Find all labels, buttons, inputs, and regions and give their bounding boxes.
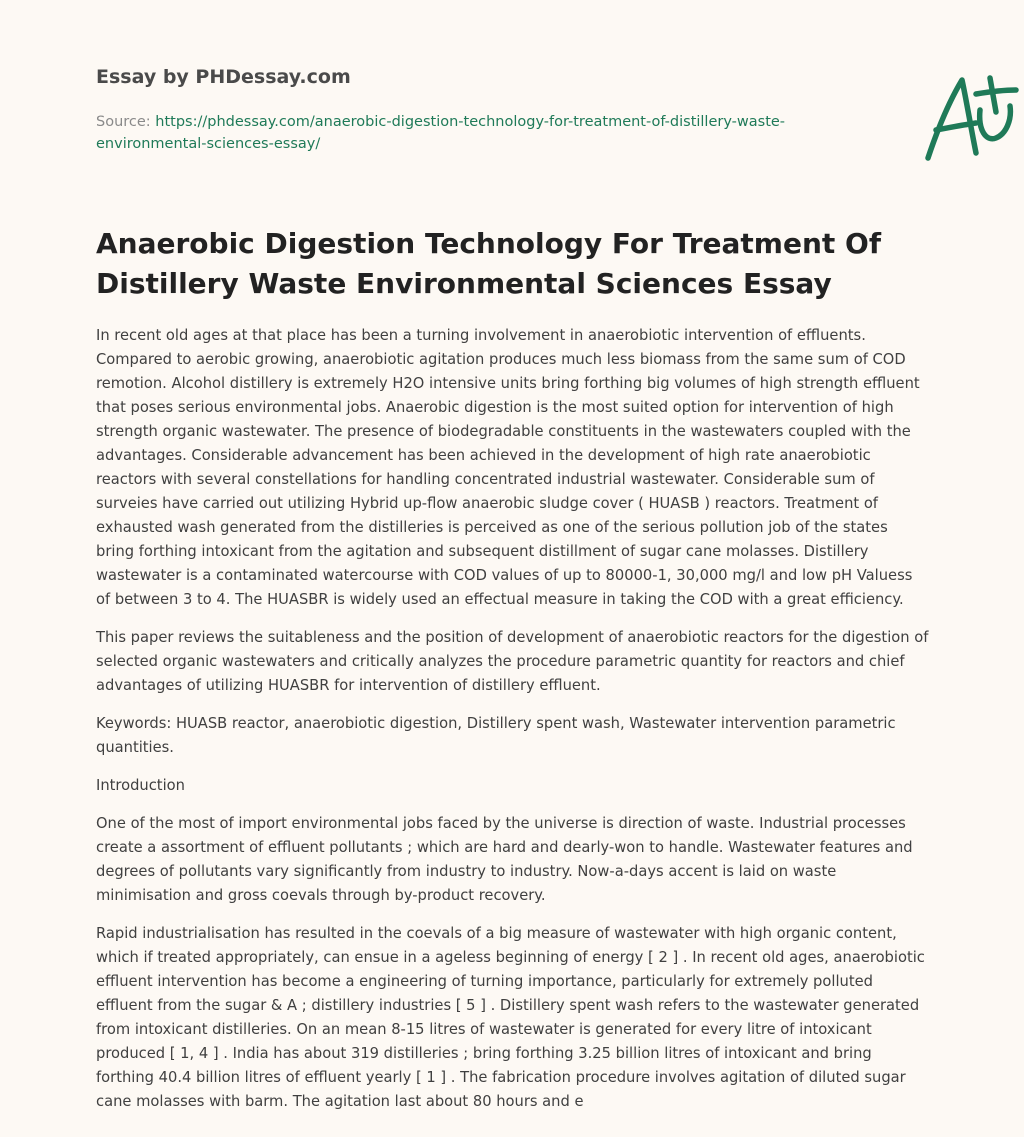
a-plus-logo-icon xyxy=(916,68,1024,168)
section-heading-introduction: Introduction xyxy=(96,777,185,794)
paragraph-abstract: In recent old ages at that place has been a turning involvement in anaerobiotic intervention of effluents. Compared to aerobic growing, anaerobiotic agitation produces much less biomass from the same sum of COD remotion. Alcohol distillery is extremely H2O intensive units bring forthing big volumes of high strength effluent that poses serious environmental jobs. Anaerobic digestion is the most suited option for intervention of high strength organic wastewater. The presence of biodegradable constituents in the wastewaters coupled with the advantages. Considerable advancement has been achieved in the development of high rate anaerobiotic reactors with several constellations for handling concentrated industrial wastewater. Considerable sum of surveies have carried out utilizing Hybrid up-flow anaerobic sludge cover ( HUASB ) reactors. Treatment of exhausted wash generated from the distilleries is perceived as one of the serious pollution job of the states bring forthing intoxicant from the agitation and subsequent distillment of sugar cane molasses. Distillery wastewater is a contaminated watercourse with COD values of up to 80000-1, 30,000 mg/l and low pH Valuess of between 3 to 4. The HUASBR is widely used an effectual measure in taking the COD with a great efficiency. xyxy=(96,327,920,608)
paragraph-keywords: Keywords: HUASB reactor, anaerobiotic digestion, Distillery spent wash, Wastewater intervention parametric quantities. xyxy=(96,715,896,756)
site-title: Essay by PHDessay.com xyxy=(96,66,351,88)
source-link[interactable]: https://phdessay.com/anaerobic-digestion-technology-for-treatment-of-distillery-waste-environmental-sciences-essay/ xyxy=(96,114,786,152)
essay-body xyxy=(96,324,930,1128)
paragraph-intro-1: One of the most of import environmental jobs faced by the universe is direction of waste. Industrial processes create a assortment of effluent pollutants ; which are hard and dearly-won to handle. Wastewater features and degrees of pollutants vary significantly from industry to industry. Now-a-days accent is laid on waste minimisation and gross coevals through by-product recovery. xyxy=(96,815,913,904)
source-line xyxy=(96,111,796,155)
paragraph-scope: This paper reviews the suitableness and the position of development of anaerobiotic reactors for the digestion of selected organic wastewaters and critically analyzes the procedure parametric quantity for reactors and chief advantages of utilizing HUASBR for intervention of distillery effluent. xyxy=(96,629,929,694)
essay-title: Anaerobic Digestion Technology For Treatment Of Distillery Waste Environmental Sciences Essay xyxy=(96,227,882,300)
paragraph-intro-2: Rapid industrialisation has resulted in the coevals of a big measure of wastewater with high organic content, which if treated appropriately, can ensue in a ageless beginning of energy [ 2 ] . In recent old ages, anaerobiotic effluent intervention has become a engineering of turning importance, particularly for extremely polluted effluent from the sugar & A ; distillery industries [ 5 ] . Distillery spent wash refers to the wastewater generated from intoxicant distilleries. On an mean 8-15 litres of wastewater is generated for every litre of intoxicant produced [ 1, 4 ] . India has about 319 distilleries ; bring forthing 3.25 billion litres of intoxicant and bring forthing 40.4 billion litres of effluent yearly [ 1 ] . The fabrication procedure involves agitation of diluted sugar cane molasses with barm. The agitation last about 80 hours and e xyxy=(96,925,925,1110)
source-label: Source: xyxy=(96,114,156,130)
